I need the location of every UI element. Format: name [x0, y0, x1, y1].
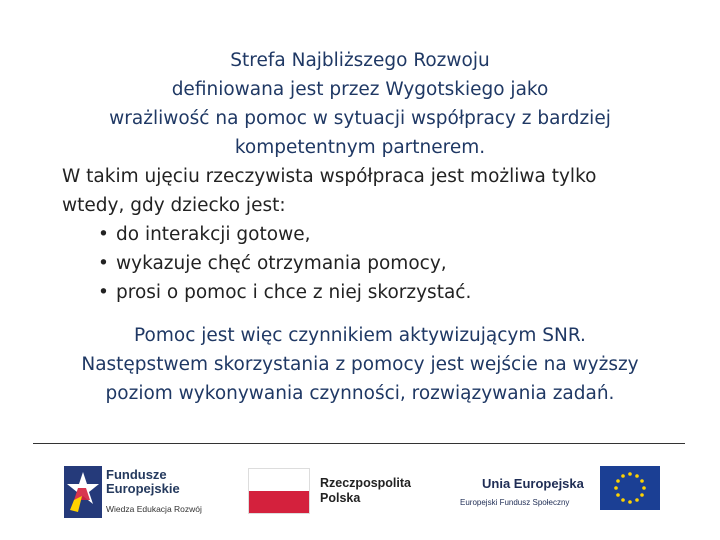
pl-title: Rzeczpospolita Polska: [320, 476, 411, 505]
footer-logos: [0, 456, 720, 528]
eu-title: Unia Europejska: [482, 476, 584, 491]
list-item: • prosi o pomoc i chce z niej skorzystać.: [98, 278, 658, 307]
text-line: Strefa Najbliższego Rozwoju: [230, 50, 490, 71]
text-line: wtedy, gdy dziecko jest:: [62, 195, 286, 216]
text-line: W takim ujęciu rzeczywista współpraca jest możliwa tylko: [62, 166, 597, 187]
fundusze-europejskie-logo: [64, 464, 224, 520]
text-line: kompetentnym partnerem.: [234, 137, 486, 158]
polish-flag-icon: [248, 468, 310, 514]
text-line: Następstwem skorzystania z pomocy jest wejście na wyższy: [81, 354, 639, 375]
text-line: definiowana jest przez Wygotskiego jako: [171, 79, 549, 100]
slide-content: [0, 46, 720, 408]
list-item: • wykazuje chęć otrzymania pomocy,: [98, 249, 658, 278]
fe-title: Fundusze Europejskie: [106, 467, 180, 496]
fe-subtitle: Wiedza Edukacja Rozwój: [106, 504, 202, 514]
list-item: • do interakcji gotowe,: [98, 220, 658, 249]
text-line: wrażliwość na pomoc w sytuacji współpracy z bardziej: [109, 108, 611, 129]
footer-divider: [33, 443, 685, 444]
conditions-paragraph: [62, 162, 658, 307]
fe-star-icon: [64, 466, 102, 518]
unia-europejska-logo: [460, 464, 660, 520]
conditions-list: [62, 220, 658, 307]
eu-flag-icon: [600, 466, 660, 510]
rzeczpospolita-polska-logo: [248, 466, 438, 518]
conclusion-paragraph: [0, 321, 720, 408]
definition-paragraph: [40, 46, 680, 162]
eu-subtitle: Europejski Fundusz Społeczny: [460, 498, 570, 507]
text-line: poziom wykonywania czynności, rozwiązywania zadań.: [105, 383, 615, 404]
text-line: Pomoc jest więc czynnikiem aktywizującym SNR.: [134, 325, 586, 346]
